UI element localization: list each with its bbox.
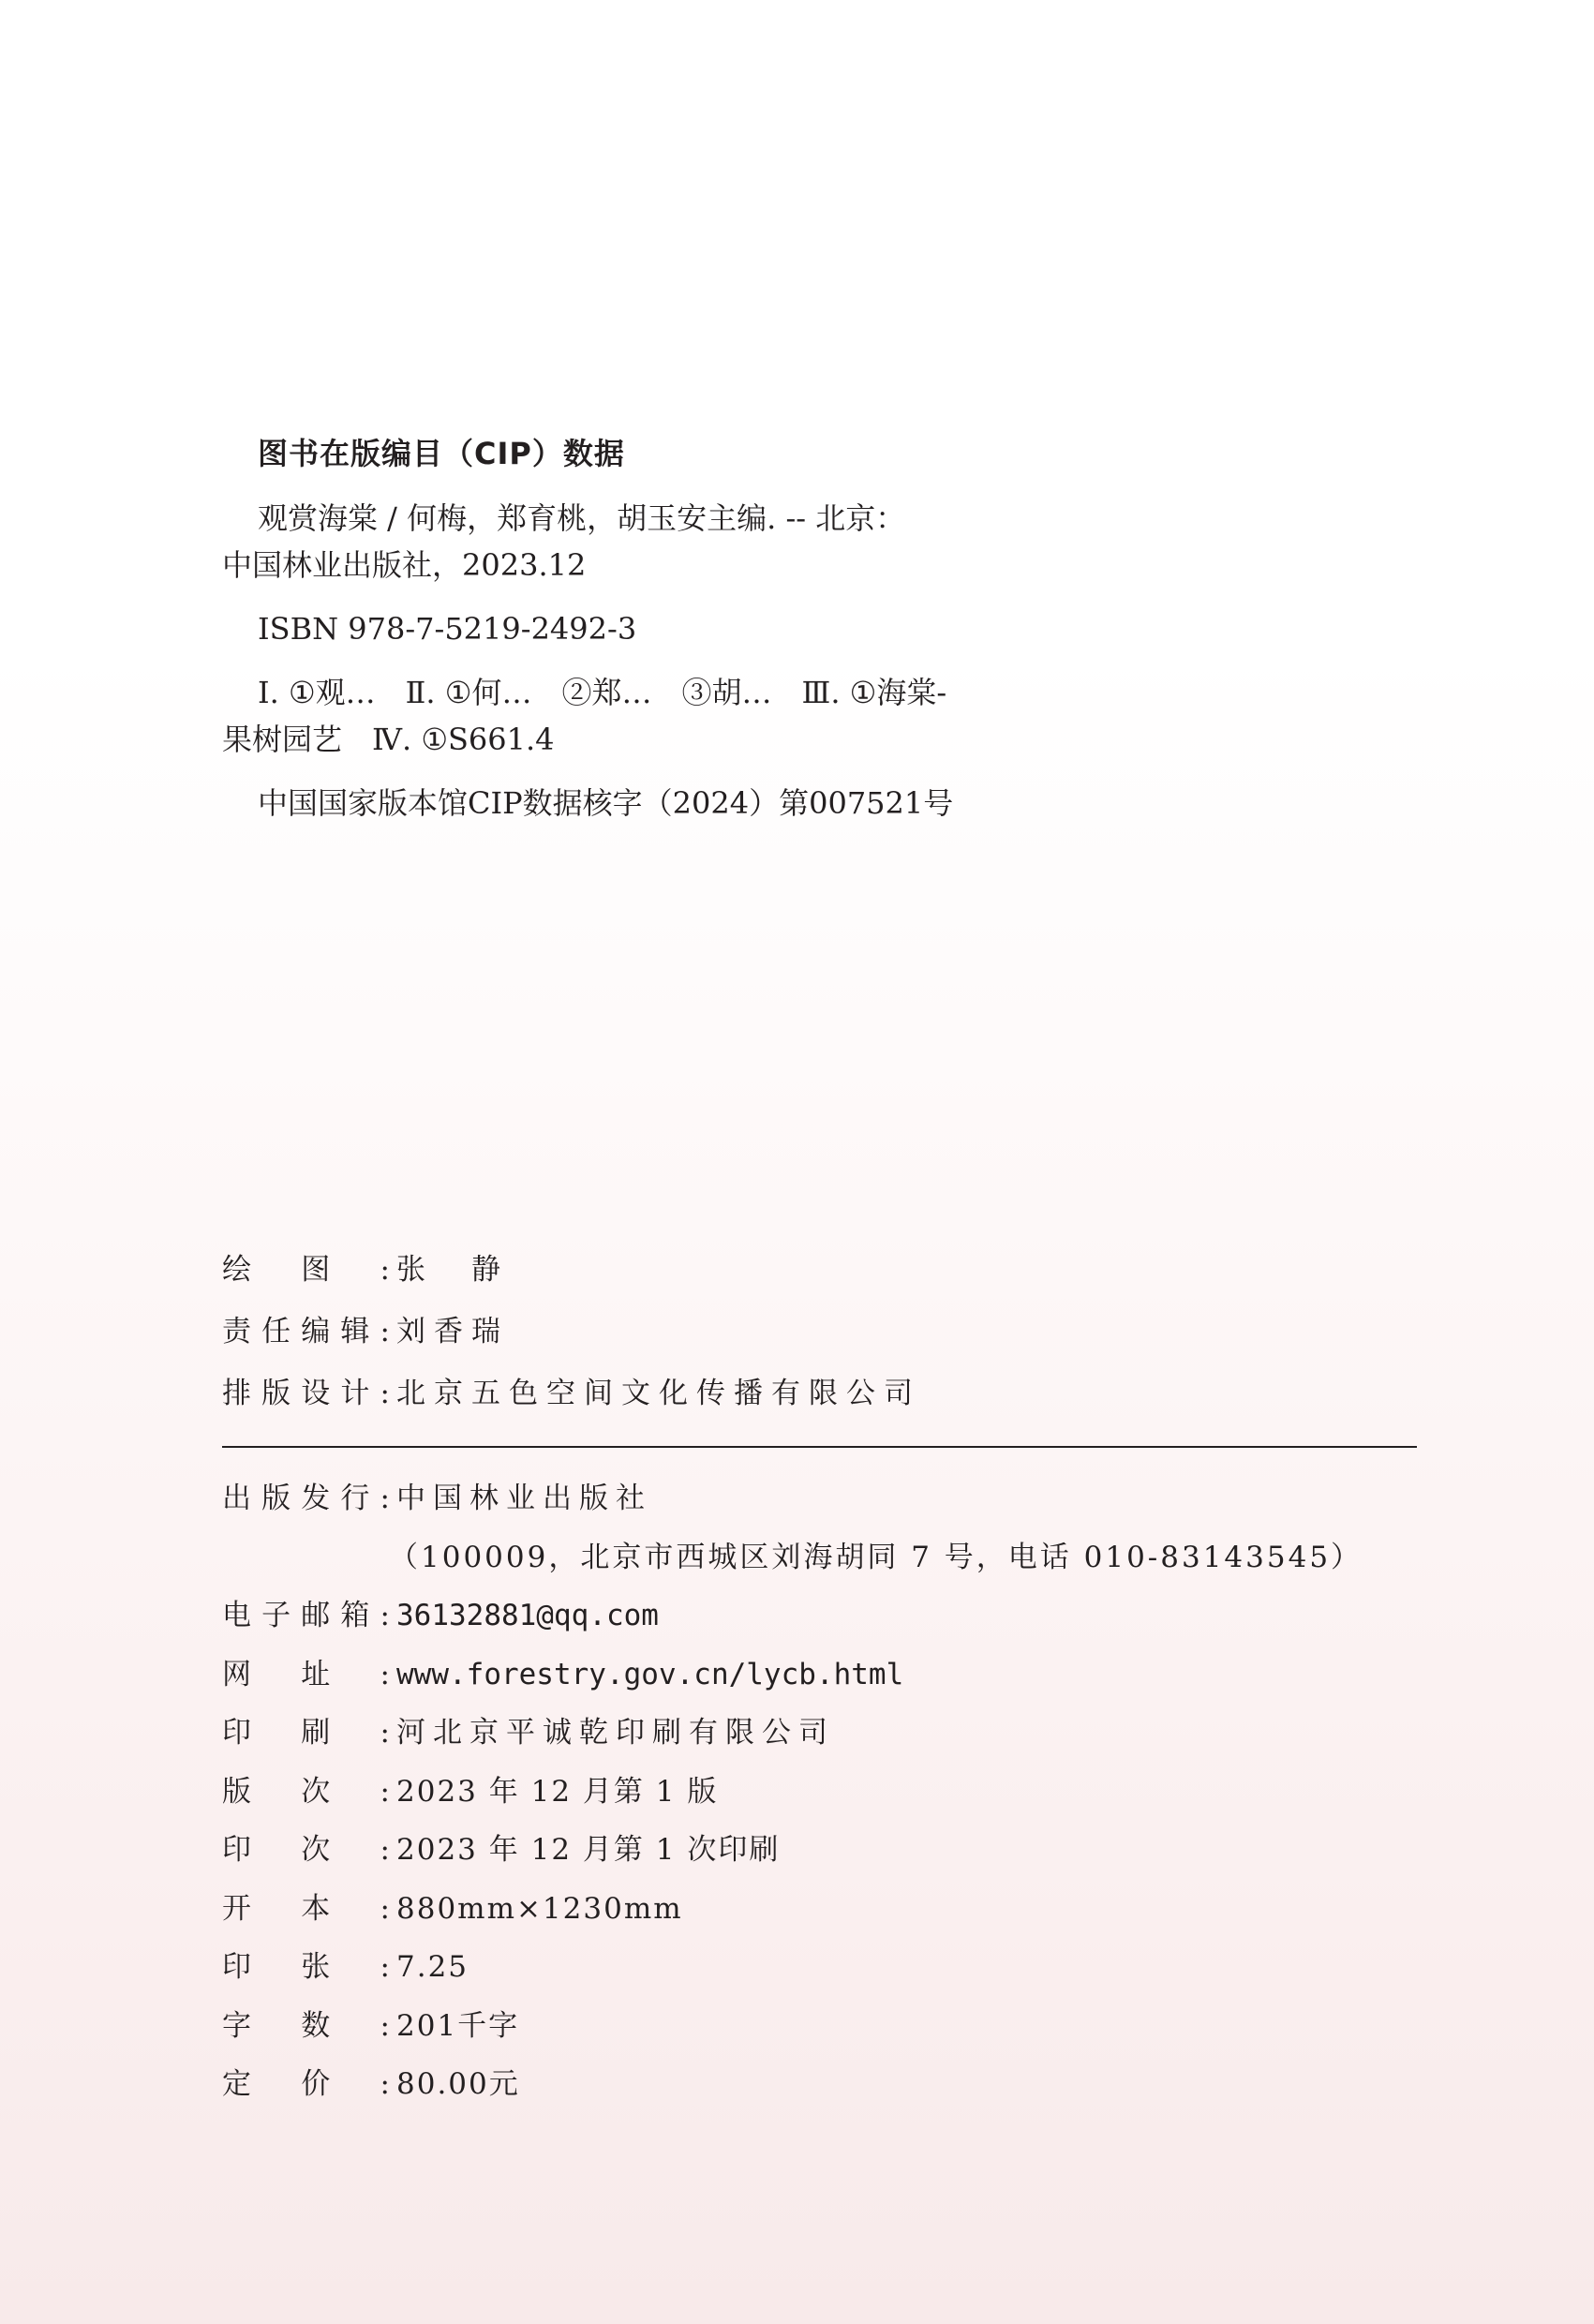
staff-row-editor — [222, 1301, 1417, 1363]
pub-label: 出版发行: — [222, 1482, 396, 1515]
publisher-address: （100009，北京市西城区刘海胡同 7 号，电话 010-83143545） — [389, 1540, 1363, 1574]
cip-data-block — [222, 429, 1431, 827]
publication-info — [222, 1469, 1417, 2114]
format-value: 880mm×1230mm — [396, 1891, 683, 1926]
cip-record-line-1: 观赏海棠 / 何梅，郑育桃，胡玉安主编. -- 北京： — [258, 500, 906, 536]
pub-row-format — [222, 1880, 1417, 1939]
staff-value: 刘香瑞 — [396, 1315, 509, 1348]
pub-row-email — [222, 1587, 1417, 1646]
classification-line-1: Ⅰ. ①观… Ⅱ. ①何… ②郑… ③胡… Ⅲ. ①海棠- — [258, 675, 947, 710]
pub-row-sheets — [222, 1938, 1417, 1997]
pub-row-address — [222, 1528, 1417, 1587]
price-value: 80.00元 — [396, 2067, 520, 2101]
staff-label: 排版设计: — [222, 1377, 396, 1410]
pub-label: 字数: — [222, 2008, 396, 2043]
impression-value: 2023 年 12 月第 1 次印刷 — [396, 1833, 781, 1867]
verification-text: 中国国家版本馆CIP数据核字（2024）第007521号 — [258, 785, 954, 821]
email-address[interactable]: 36132881@qq.com — [396, 1599, 659, 1632]
pub-row-wordcount — [222, 1997, 1417, 2056]
cip-record — [222, 495, 1047, 588]
pub-row-impression — [222, 1821, 1417, 1880]
printer-name: 河北京平诚乾印刷有限公司 — [396, 1716, 835, 1750]
divider-rule — [222, 1446, 1417, 1448]
cip-verification — [222, 780, 1047, 827]
pub-label: 印刷: — [222, 1716, 396, 1750]
cip-heading: 图书在版编目（CIP）数据 — [258, 436, 625, 471]
pub-label: 定价: — [222, 2067, 396, 2101]
pub-label: 印次: — [222, 1833, 396, 1867]
staff-row-illustration — [222, 1239, 1417, 1301]
wordcount-value: 201千字 — [396, 2008, 520, 2043]
sheets-value: 7.25 — [396, 1950, 469, 1984]
cip-record-line-2: 中国林业出版社，2023.12 — [222, 547, 587, 583]
pub-label: 版次: — [222, 1774, 396, 1809]
staff-label: 责任编辑: — [222, 1315, 396, 1348]
pub-row-publisher — [222, 1469, 1417, 1528]
pub-label: 开本: — [222, 1891, 396, 1926]
cip-classification — [222, 669, 1047, 763]
staff-value: 北京五色空间文化传播有限公司 — [396, 1377, 921, 1410]
pub-row-printer — [222, 1704, 1417, 1763]
edition-value: 2023 年 12 月第 1 版 — [396, 1774, 719, 1809]
staff-row-layout — [222, 1363, 1417, 1424]
classification-line-2: 果树园艺 Ⅳ. ①S661.4 — [222, 722, 555, 757]
staff-value: 张 静 — [396, 1253, 509, 1287]
pub-label: 网址: — [222, 1657, 396, 1691]
pub-label: 印张: — [222, 1950, 396, 1984]
website-link[interactable]: www.forestry.gov.cn/lycb.html — [396, 1657, 904, 1691]
pub-label: 电子邮箱: — [222, 1599, 396, 1632]
pub-row-edition — [222, 1763, 1417, 1822]
cip-isbn — [222, 605, 1047, 652]
publisher-name: 中国林业出版社 — [396, 1482, 652, 1515]
pub-row-website — [222, 1646, 1417, 1705]
isbn-text: ISBN 978-7-5219-2492-3 — [258, 611, 637, 647]
staff-label: 绘图: — [222, 1253, 396, 1287]
pub-row-price — [222, 2055, 1417, 2114]
staff-credits — [222, 1239, 1417, 1424]
